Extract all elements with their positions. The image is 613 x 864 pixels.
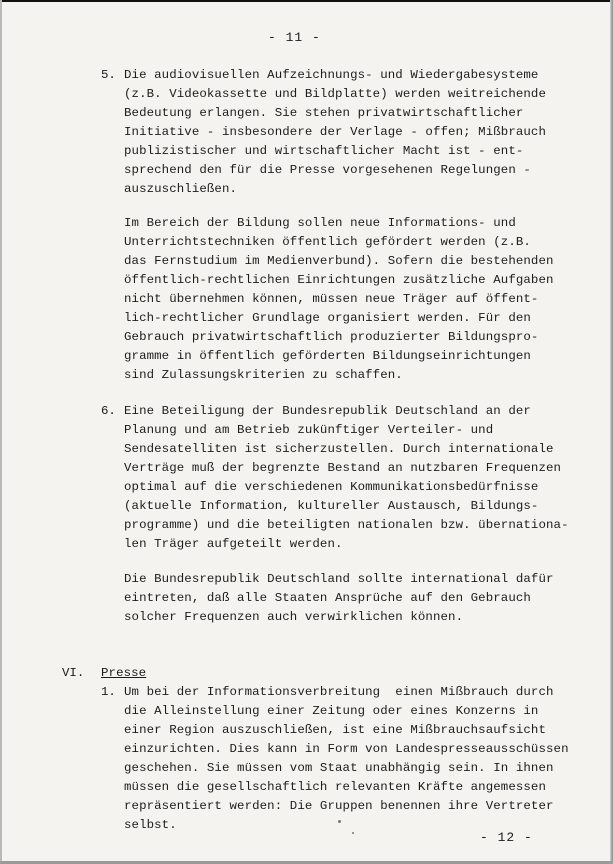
- text-line: publizistischer und wirtschaftlicher Macht ist - ent-: [124, 144, 524, 158]
- text-line: Gebrauch privatwirtschaftlich produzierter Bildungspro-: [124, 330, 539, 344]
- text-line: programme) und die beteiligten nationalen bzw. übernationa-: [124, 518, 569, 532]
- text-line: solcher Frequenzen auch verwirklichen können.: [124, 610, 464, 624]
- text-line: gramme in öffentlich geförderten Bildungseinrichtungen: [124, 349, 531, 363]
- text-line: Eine Beteiligung der Bundesrepublik Deutschland an der: [124, 404, 531, 418]
- text-line: geschehen. Sie müssen vom Staat unabhängig sein. In ihnen: [124, 761, 554, 775]
- text-line: Sendesatelliten ist sicherzustellen. Durch internationale: [124, 442, 554, 456]
- text-line: Um bei der Informationsverbreitung einen Mißbrauch durch: [124, 685, 554, 699]
- text-line: sprechend den für die Presse vorgesehenen Regelungen -: [124, 163, 531, 177]
- text-line: Verträge muß der begrenzte Bestand an nutzbaren Frequenzen: [124, 461, 562, 475]
- text-line: die Alleinstellung einer Zeitung oder eines Konzerns in: [124, 704, 539, 718]
- text-line: das Fernstudium im Medienverbund). Sofern die bestehenden: [124, 254, 554, 268]
- text-line: selbst.: [124, 818, 177, 832]
- text-line: Unterrichtstechniken öffentlich gefördert werden (z.B.: [124, 235, 531, 249]
- text-line: lich-rechtlicher Grundlage organisiert werden. Für den: [124, 311, 531, 325]
- scan-speck: [352, 832, 354, 834]
- scan-speck: [338, 820, 341, 823]
- text-line: Im Bereich der Bildung sollen neue Informations- und: [124, 216, 516, 230]
- text-line: optimal auf die verschiedenen Kommunikationsbedürfnisse: [124, 480, 539, 494]
- next-page-number: - 12 -: [480, 830, 533, 845]
- text-line: Bedeutung erlangen. Sie stehen privatwirtschaftlicher: [124, 106, 524, 120]
- text-line: Initiative - insbesondere der Verlage - offen; Mißbrauch: [124, 125, 546, 139]
- text-line: müssen die gesellschaftlich relevanten Kräfte angemessen: [124, 780, 546, 794]
- text-line: Die Bundesrepublik Deutschland sollte international dafür: [124, 572, 554, 586]
- scan-edge-top: [0, 0, 613, 2]
- text-line: repräsentiert werden: Die Gruppen benennen ihre Vertreter: [124, 799, 554, 813]
- section-numeral: VI.: [62, 666, 85, 680]
- text-line: Planung und am Betrieb zukünftiger Verteiler- und: [124, 423, 494, 437]
- text-line: (z.B. Videokassette und Bildplatte) werden weitreichende: [124, 87, 546, 101]
- text-line: eintreten, daß alle Staaten Ansprüche auf den Gebrauch: [124, 591, 531, 605]
- item-number-5: 5.: [101, 68, 116, 82]
- section-title: Presse: [101, 666, 147, 680]
- text-line: auszuschließen.: [124, 182, 238, 196]
- text-line: sind Zulassungskriterien zu schaffen.: [124, 368, 403, 382]
- scan-edge-left: [0, 0, 2, 864]
- item-number-6: 6.: [101, 404, 116, 418]
- item-number-vi-1: 1.: [101, 685, 116, 699]
- text-line: len Träger aufgeteilt werden.: [124, 537, 343, 551]
- text-line: Die audiovisuellen Aufzeichnungs- und Wiedergabesysteme: [124, 68, 539, 82]
- text-line: einer Region auszuschließen, ist eine Mißbrauchsaufsicht: [124, 723, 546, 737]
- text-line: einzurichten. Dies kann in Form von Landespresseausschüssen: [124, 742, 569, 756]
- text-line: (aktuelle Information, kultureller Austausch, Bildungs-: [124, 499, 539, 513]
- page-number: - 11 -: [268, 30, 321, 45]
- text-line: öffentlich-rechtlichen Einrichtungen zusätzliche Aufgaben: [124, 273, 554, 287]
- text-line: nicht übernehmen können, müssen neue Träger auf öffent-: [124, 292, 539, 306]
